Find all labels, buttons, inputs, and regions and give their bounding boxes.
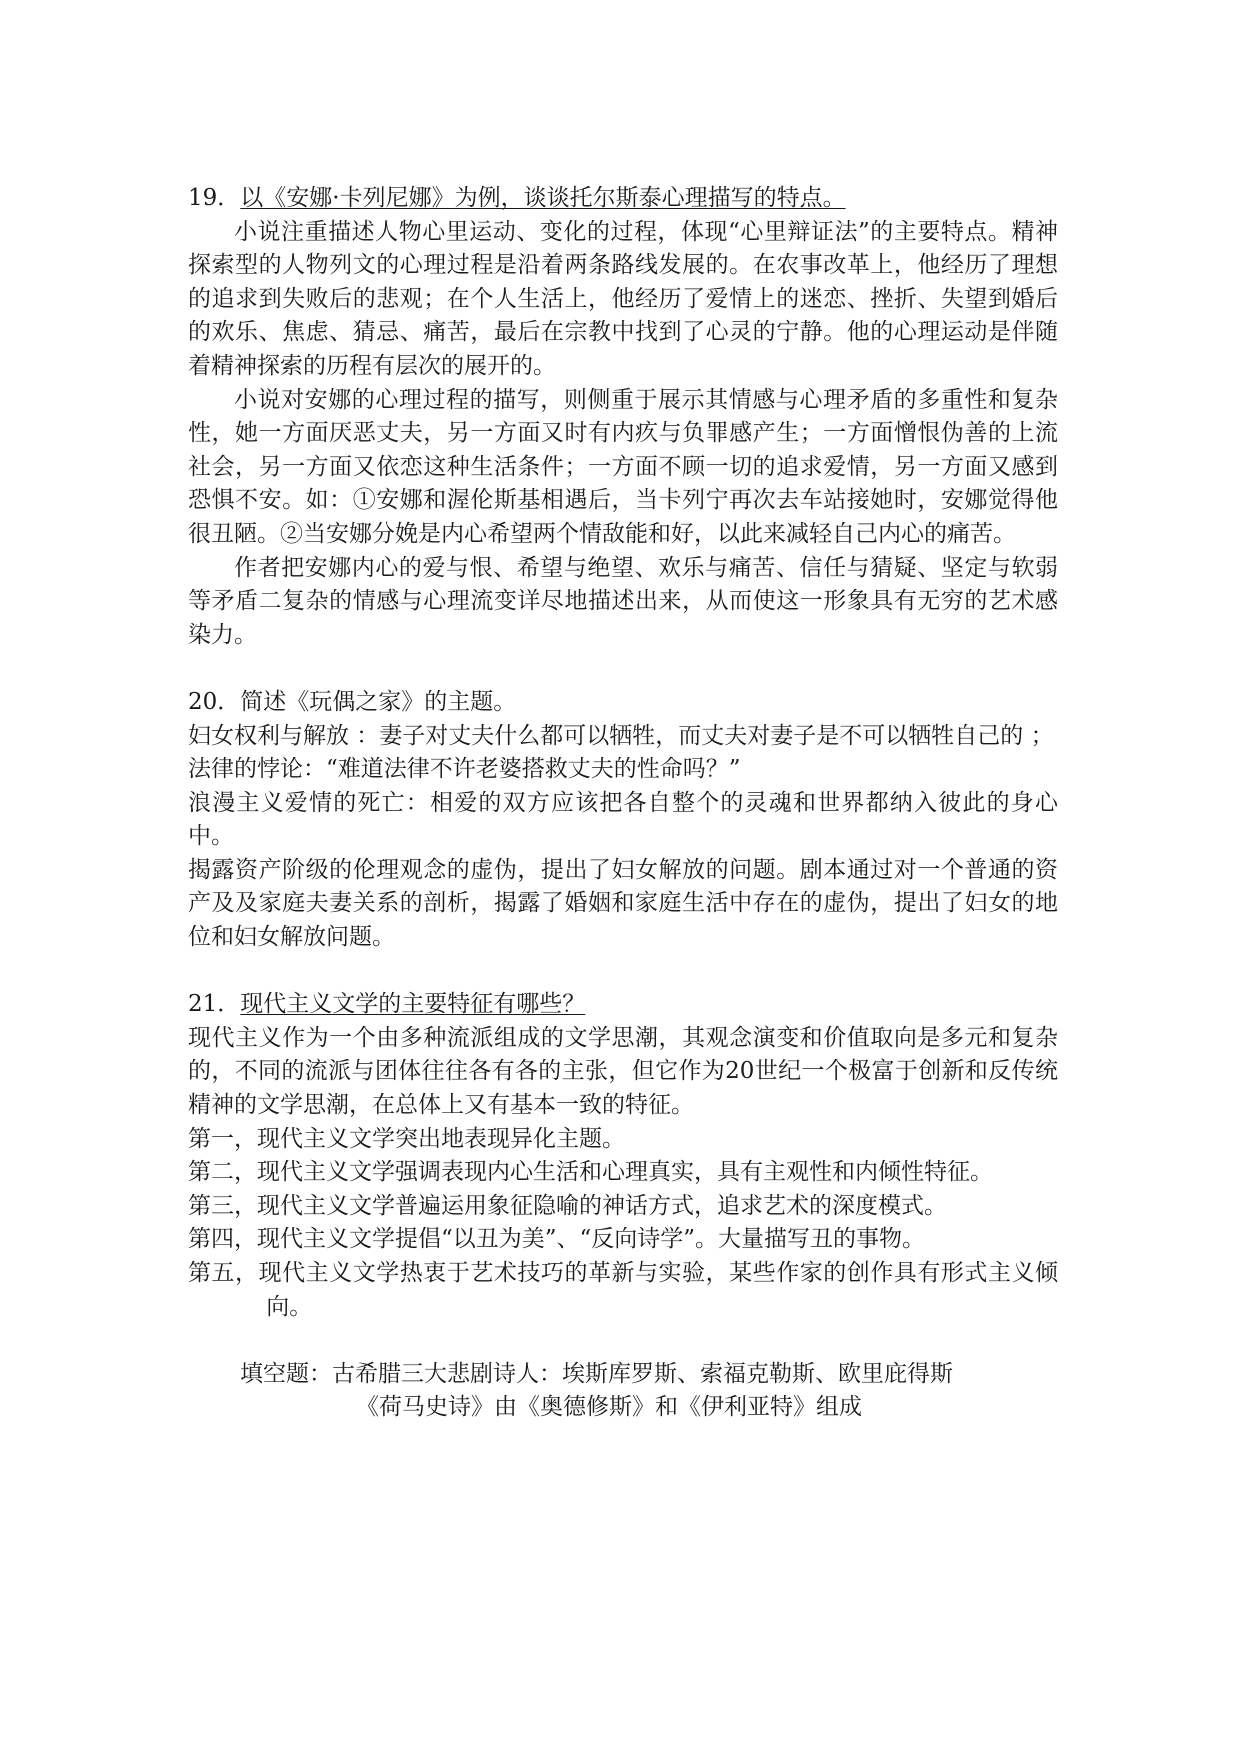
question-20 <box>188 686 1058 955</box>
question-20-heading <box>188 686 1058 720</box>
question-21-heading <box>188 988 1058 1022</box>
question-20-title: 简述《玩偶之家》的主题。 <box>240 688 517 715</box>
answer-20-line-3: 浪漫主义爱情的死亡：相爱的双方应该把各自整个的灵魂和世界都纳入彼此的身心中。 <box>188 789 1058 850</box>
answer-20-line-4: 揭露资产阶级的伦理观念的虚伪，提出了妇女解放的问题。剧本通过对一个普通的资产及及家庭夫妻关系的剖析，揭露了婚姻和家庭生活中存在的虚伪，提出了妇女的地位和妇女解放问题。 <box>188 856 1058 951</box>
question-19-title: 以《安娜·卡列尼娜》为例，谈谈托尔斯泰心理描写的特点。 <box>240 185 846 211</box>
fill-blank-line-1: 填空题：古希腊三大悲剧诗人：埃斯库罗斯、索福克勒斯、欧里庇得斯 <box>240 1360 953 1387</box>
question-21 <box>188 988 1058 1324</box>
section-spacer <box>188 1324 1058 1358</box>
answer-19-paragraph-3: 作者把安娜内心的爱与恨、希望与绝望、欢乐与痛苦、信任与猜疑、坚定与软弱等矛盾二复杂的情感与心理流变详尽地描述出来，从而使这一形象具有无穷的艺术感染力。 <box>188 554 1058 648</box>
answer-19-paragraph-2: 小说对安娜的心理过程的描写，则侧重于展示其情感与心理矛盾的多重性和复杂性，她一方面厌恶丈夫，另一方面又时有内疚与负罪感产生；一方面憎恨伪善的上流社会，另一方面又依恋这种生活条件；一方面不顾一切的追求爱情，另一方面又感到恐惧不安。如：①安娜和渥伦斯基相遇后，当卡列宁再次去车站接她时，安娜觉得他很丑陋。②当安娜分娩是内心希望两个情敌能和好，以此来减轻自己内心的痛苦。 <box>188 386 1058 547</box>
answer-21-point-2: 第二，现代主义文学强调表现内心生活和心理真实，具有主观性和内倾性特征。 <box>188 1159 993 1186</box>
answer-19-paragraph-1: 小说注重描述人物心里运动、变化的过程，体现“心里辩证法”的主要特点。精神探索型的人物列文的心理过程是沿着两条路线发展的。在农事改革上，他经历了理想的追求到失败后的悲观；在个人生活上，他经历了爱情上的迷恋、挫折、失望到婚后的欢乐、焦虑、猜忌、痛苦，最后在宗教中找到了心灵的宁静。他的心理运动是伴随着精神探索的历程有层次的展开的。 <box>188 218 1058 379</box>
answer-21-point-4: 第四，现代主义文学提倡“以丑为美”、“反向诗学”。大量描写丑的事物。 <box>188 1226 926 1253</box>
answer-20-line-1: 妇女权利与解放 ：妻子对丈夫什么都可以牺牲，而丈夫对妻子是不可以牺牲自己的 ； <box>188 722 1054 749</box>
section-spacer <box>188 652 1058 686</box>
fill-blank-line-2: 《荷马史诗》由《奥德修斯》和《伊利亚特》组成 <box>356 1394 862 1421</box>
question-21-title: 现代主义文学的主要特征有哪些？ <box>240 991 586 1018</box>
question-19 <box>188 182 1058 652</box>
answer-21-intro: 现代主义作为一个由多种流派组成的文学思潮，其观念演变和价值取向是多元和复杂的，不同的流派与团体往往各有各的主张，但它作为20世纪一个极富于创新和反传统精神的文学思潮，在总体上又有基本一致的特征。 <box>188 1024 1058 1119</box>
question-19-number: 19． <box>188 185 241 211</box>
question-20-number: 20． <box>188 688 241 715</box>
question-21-number: 21． <box>188 991 241 1018</box>
document-page <box>188 182 1058 1425</box>
fill-in-the-blank <box>188 1358 1058 1425</box>
answer-21-point-1: 第一，现代主义文学突出地表现异化主题。 <box>188 1125 625 1152</box>
answer-20-line-2: 法律的悖论：“难道法律不许老婆搭救丈夫的性命吗？” <box>188 756 741 783</box>
answer-21-point-3: 第三，现代主义文学普遍运用象征隐喻的神话方式，追求艺术的深度模式。 <box>188 1192 947 1219</box>
question-19-heading <box>188 182 1058 216</box>
answer-21-point-5: 第五，现代主义文学热衷于艺术技巧的革新与实验，某些作家的创作具有形式主义倾向。 <box>188 1260 1058 1320</box>
section-spacer <box>188 955 1058 989</box>
